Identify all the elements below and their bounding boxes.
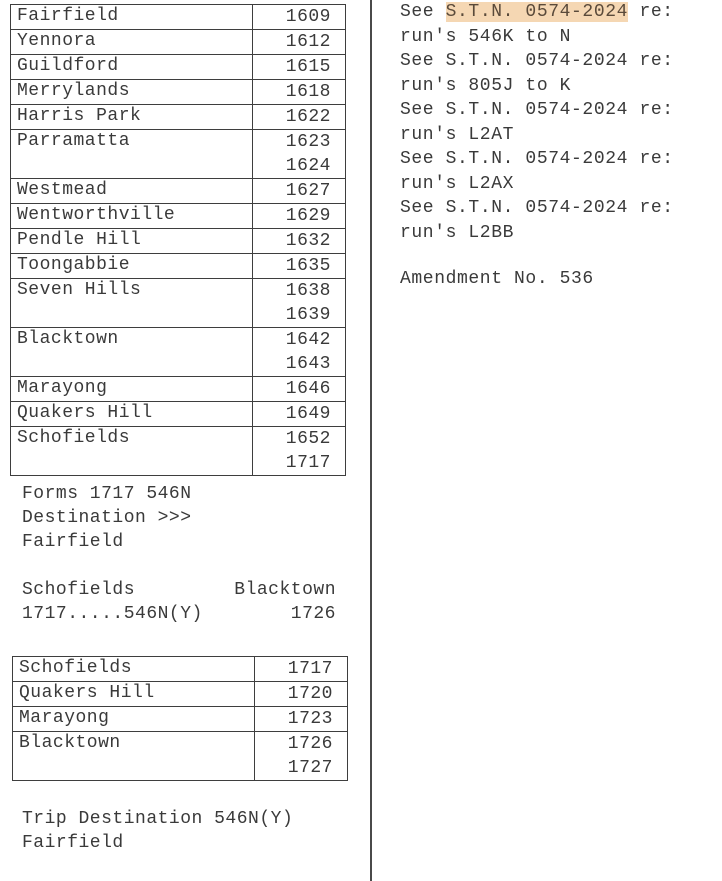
notice-detail: run's 805J to K [400,75,572,96]
station-name: Blacktown [13,732,255,781]
station-name: Blacktown [11,328,253,377]
station-times [253,402,346,427]
station-name: Wentworthville [11,204,253,229]
schedule-to: Blacktown [234,580,336,600]
left-column [10,4,355,855]
station-times [253,105,346,130]
schedule-arrive: 1726 [290,604,336,624]
table-row [11,204,346,229]
time-value: 1723 [287,709,333,729]
notice-prefix: See [400,100,446,120]
notice-detail: run's L2AT [400,124,515,145]
station-name: Seven Hills [11,279,253,328]
column-divider [370,0,372,881]
station-name: Merrylands [11,80,253,105]
trip-note-line: Trip Destination 546N(Y) [22,809,294,829]
time-value: 1618 [285,82,331,102]
table-row [11,179,346,204]
trip-note [10,807,355,855]
station-name: Quakers Hill [11,402,253,427]
table-row [11,5,346,30]
notice-reference: S.T.N. 0574-2024 [445,2,629,22]
time-value: 1632 [285,231,331,251]
notice-line [400,49,715,74]
time-value: 1717 [287,659,333,679]
station-name: Toongabbie [11,254,253,279]
time-value: 1635 [285,256,331,276]
time-value: 1720 [287,684,333,704]
station-name: Westmead [11,179,253,204]
time-value: 1726 [287,734,333,754]
table-row [11,55,346,80]
schedule-summary [10,578,355,626]
table-row [11,30,346,55]
station-times [253,377,346,402]
notice-prefix: See [400,51,446,71]
station-times [253,30,346,55]
station-name: Parramatta [11,130,253,179]
station-times [253,179,346,204]
forms-note-line: Fairfield [22,532,124,552]
station-name: Marayong [13,707,255,732]
table-row [11,254,346,279]
time-value: 1638 [285,281,331,301]
station-name: Yennora [11,30,253,55]
notice-suffix: re: [628,2,674,22]
time-value: 1609 [285,7,331,27]
time-value: 1717 [285,453,331,473]
station-name: Quakers Hill [13,682,255,707]
table-row [11,80,346,105]
time-value: 1629 [285,206,331,226]
station-name: Guildford [11,55,253,80]
time-value: 1639 [285,305,331,325]
notice-reference: S.T.N. 0574-2024 [445,51,629,71]
notice-prefix: See [400,198,446,218]
time-value: 1643 [285,354,331,374]
table-row [13,732,348,781]
schedule-depart: 1717.....546N(Y) [22,604,203,624]
time-value: 1624 [285,156,331,176]
table-row [11,377,346,402]
time-value: 1622 [285,107,331,127]
time-value: 1615 [285,57,331,77]
station-times [255,657,348,682]
station-name: Marayong [11,377,253,402]
notice-detail: run's 546K to N [400,26,572,47]
table-row [11,130,346,179]
notice-line [400,147,715,172]
time-value: 1612 [285,32,331,52]
timetable-upper [10,4,346,476]
time-value: 1727 [287,758,333,778]
station-times [253,328,346,377]
forms-note-line: Destination >>> [22,508,192,528]
station-times [253,80,346,105]
time-value: 1652 [285,429,331,449]
table-row [11,279,346,328]
time-value: 1627 [285,181,331,201]
station-times [253,427,346,476]
station-name: Fairfield [11,5,253,30]
station-times [255,732,348,781]
table-row [11,427,346,476]
table-row [13,707,348,732]
schedule-from: Schofields [22,580,136,600]
forms-note [10,482,355,554]
station-name: Pendle Hill [11,229,253,254]
notice-suffix: re: [628,149,674,169]
notice-prefix: See [400,2,446,22]
station-name: Harris Park [11,105,253,130]
time-value: 1646 [285,379,331,399]
station-times [253,254,346,279]
notice-reference: S.T.N. 0574-2024 [445,100,629,120]
notice-detail: run's L2BB [400,222,515,243]
station-times [255,707,348,732]
notices-column [400,0,715,292]
station-times [253,204,346,229]
table-row [11,229,346,254]
table-row [13,657,348,682]
station-times [255,682,348,707]
time-value: 1623 [285,132,331,152]
notice-line [400,196,715,221]
notice-prefix: See [400,149,446,169]
table-row [13,682,348,707]
station-times [253,55,346,80]
station-times [253,279,346,328]
trip-note-line: Fairfield [22,833,124,853]
table-row [11,328,346,377]
table-row [11,105,346,130]
forms-note-line: Forms 1717 546N [22,484,192,504]
table-row [11,402,346,427]
notice-line [400,98,715,123]
notice-suffix: re: [628,51,674,71]
station-times [253,5,346,30]
time-value: 1642 [285,330,331,350]
station-name: Schofields [13,657,255,682]
time-value: 1649 [285,404,331,424]
notice-suffix: re: [628,198,674,218]
station-times [253,130,346,179]
station-times [253,229,346,254]
timetable-lower [12,656,348,781]
amendment-number: Amendment No. 536 [400,269,594,289]
notice-reference: S.T.N. 0574-2024 [445,149,629,169]
notice-suffix: re: [628,100,674,120]
notice-line [400,0,715,25]
notice-reference: S.T.N. 0574-2024 [445,198,629,218]
notice-detail: run's L2AX [400,173,515,194]
station-name: Schofields [11,427,253,476]
